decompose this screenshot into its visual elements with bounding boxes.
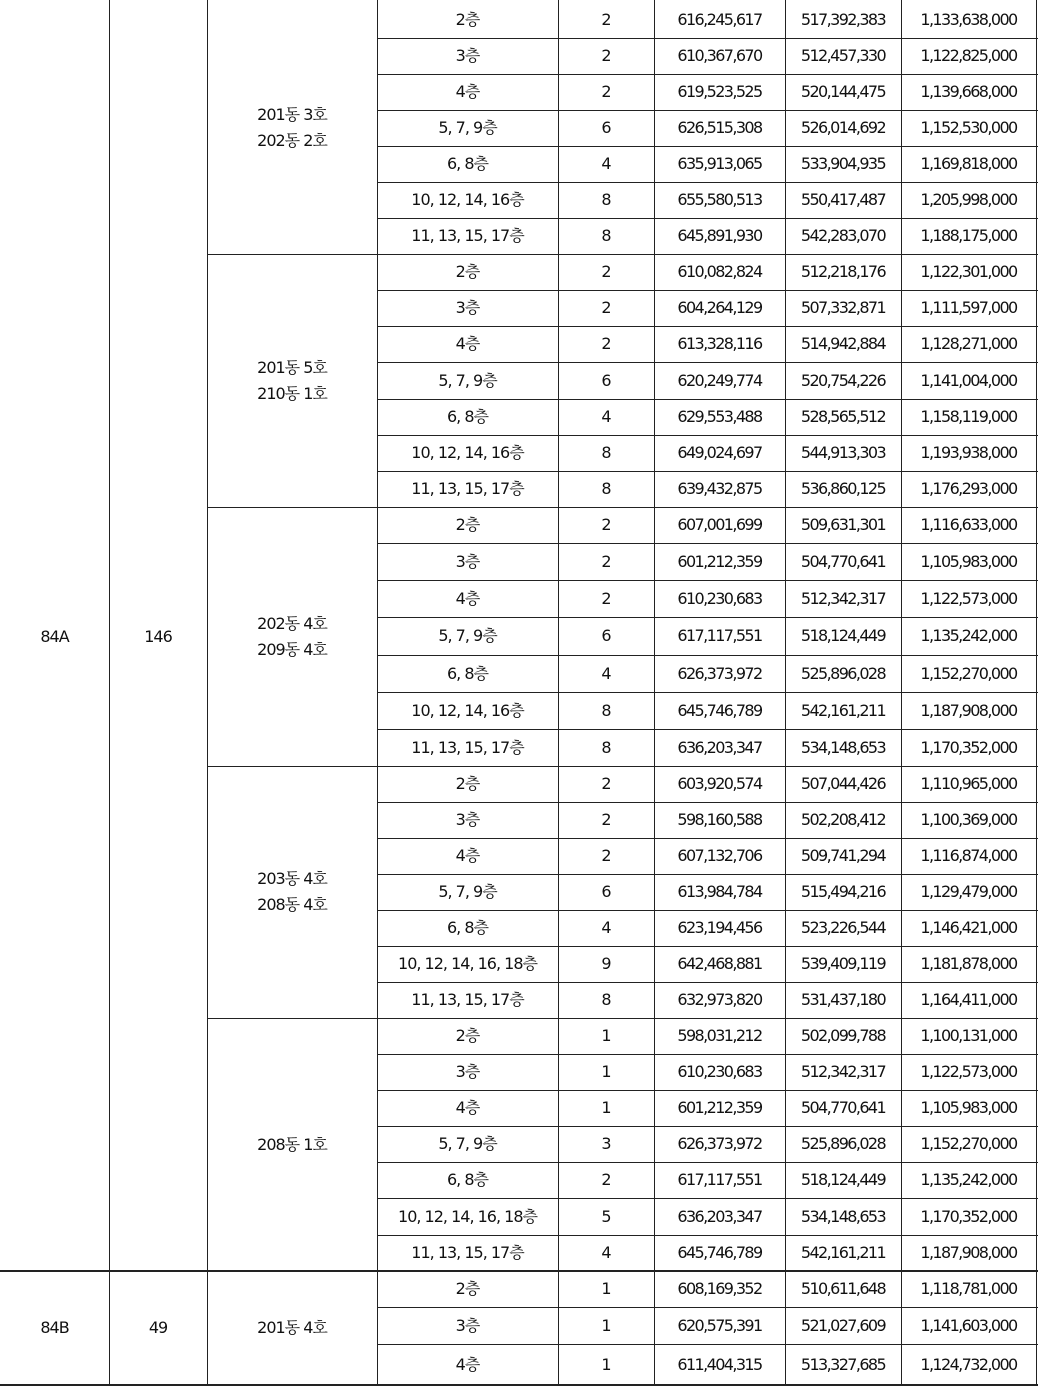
land-price-cell: 626,373,972: [677, 663, 762, 683]
total-price-cell: 1,170,352,000: [920, 1206, 1017, 1226]
land-price-cell: 611,404,315: [677, 1354, 762, 1374]
total-price-cell: 1,158,119,000: [920, 407, 1017, 427]
total-price-cell: 1,169,818,000: [920, 154, 1017, 174]
total-price-cell: 1,122,573,000: [920, 588, 1017, 608]
land-price-cell: 620,249,774: [677, 370, 762, 390]
unit-count-cell: 6: [601, 626, 611, 646]
floor-cell: 2층: [455, 515, 480, 535]
land-price-cell: 620,575,391: [677, 1315, 762, 1335]
land-price-cell: 626,515,308: [677, 118, 762, 138]
unit-count-cell: 2: [601, 82, 611, 102]
unit-count-cell: 8: [601, 479, 611, 499]
unit-count-cell: 6: [601, 370, 611, 390]
floor-cell: 5, 7, 9층: [438, 1134, 497, 1154]
total-price-cell: 1,128,271,000: [920, 334, 1017, 354]
floor-cell: 3층: [455, 551, 480, 571]
floor-cell: 4층: [455, 82, 480, 102]
building-price-cell: 526,014,692: [800, 118, 886, 138]
land-price-cell: 601,212,359: [677, 1098, 762, 1118]
total-price-cell: 1,152,270,000: [920, 1134, 1017, 1154]
land-price-cell: 629,553,488: [677, 407, 762, 427]
land-price-cell: 607,001,699: [677, 515, 762, 535]
unit-count-cell: 2: [601, 334, 611, 354]
building-price-cell: 512,342,317: [800, 1062, 886, 1082]
land-price-cell: 642,468,881: [677, 954, 762, 974]
land-price-cell: 613,984,784: [677, 882, 762, 902]
column-divider: [901, 0, 902, 1385]
building-price-cell: 523,226,544: [800, 918, 886, 938]
building-price-cell: 518,124,449: [800, 626, 886, 646]
total-price-cell: 1,129,479,000: [920, 882, 1017, 902]
unit-count-cell: 2: [601, 810, 611, 830]
building-price-cell: 520,144,475: [800, 82, 886, 102]
total-price-cell: 1,105,983,000: [920, 551, 1017, 571]
column-divider: [558, 0, 559, 1385]
land-price-cell: 635,913,065: [677, 154, 762, 174]
building-price-cell: 531,437,180: [800, 990, 886, 1010]
unit-count-cell: 1: [601, 1098, 611, 1118]
floor-cell: 2층: [455, 10, 480, 30]
building-price-cell: 502,208,412: [800, 810, 886, 830]
total-price-cell: 1,116,874,000: [920, 846, 1017, 866]
total-price-cell: 1,188,175,000: [920, 226, 1017, 246]
unit-count-cell: 1: [601, 1062, 611, 1082]
building-price-cell: 517,392,383: [800, 10, 886, 30]
total-price-cell: 1,111,597,000: [920, 298, 1017, 318]
building-price-cell: 536,860,125: [800, 479, 886, 499]
land-price-cell: 617,117,551: [677, 626, 762, 646]
land-price-cell: 607,132,706: [677, 846, 762, 866]
land-price-cell: 645,746,789: [677, 700, 762, 720]
unit-count-cell: 1: [601, 1279, 611, 1299]
column-divider: [1036, 0, 1037, 1385]
floor-cell: 3층: [455, 46, 480, 66]
unit-label-cell: 202동 4호 209동 4호: [257, 613, 327, 659]
building-price-cell: 542,161,211: [800, 700, 886, 720]
column-divider: [377, 0, 378, 1385]
total-price-cell: 1,122,573,000: [920, 1062, 1017, 1082]
total-price-cell: 1,122,825,000: [920, 46, 1017, 66]
floor-cell: 11, 13, 15, 17층: [411, 737, 524, 757]
unit-label-cell: 203동 4호 208동 4호: [257, 869, 327, 914]
column-divider: [654, 0, 655, 1385]
building-price-cell: 534,148,653: [800, 1206, 886, 1226]
total-price-cell: 1,105,983,000: [920, 1098, 1017, 1118]
building-price-cell: 525,896,028: [800, 1134, 886, 1154]
total-price-cell: 1,135,242,000: [920, 1170, 1017, 1190]
row-divider: [0, 1384, 1038, 1386]
land-price-cell: 601,212,359: [677, 551, 762, 571]
unit-count-cell: 2: [601, 1170, 611, 1190]
unit-label-cell: 208동 1호: [257, 1134, 327, 1154]
building-price-cell: 539,409,119: [800, 954, 886, 974]
total-price-cell: 1,135,242,000: [920, 626, 1017, 646]
column-divider: [207, 0, 208, 1385]
total-price-cell: 1,176,293,000: [920, 479, 1017, 499]
building-price-cell: 520,754,226: [800, 370, 886, 390]
column-divider: [785, 0, 786, 1385]
total-price-cell: 1,205,998,000: [920, 190, 1017, 210]
column-divider: [109, 0, 110, 1385]
total-price-cell: 1,133,638,000: [920, 10, 1017, 30]
floor-cell: 5, 7, 9층: [438, 882, 497, 902]
building-price-cell: 504,770,641: [800, 1098, 886, 1118]
unit-count-cell: 8: [601, 990, 611, 1010]
unit-count-cell: 4: [601, 407, 611, 427]
floor-cell: 11, 13, 15, 17층: [411, 226, 524, 246]
land-price-cell: 616,245,617: [677, 10, 762, 30]
land-price-cell: 610,230,683: [677, 588, 762, 608]
total-price-cell: 1,181,878,000: [920, 954, 1017, 974]
floor-cell: 2층: [455, 1026, 480, 1046]
land-price-cell: 619,523,525: [677, 82, 762, 102]
total-price-cell: 1,146,421,000: [920, 918, 1017, 938]
land-price-cell: 604,264,129: [677, 298, 762, 318]
building-price-cell: 525,896,028: [800, 663, 886, 683]
total-price-cell: 1,164,411,000: [920, 990, 1017, 1010]
land-price-cell: 645,891,930: [677, 226, 762, 246]
total-price-cell: 1,118,781,000: [920, 1279, 1017, 1299]
floor-cell: 11, 13, 15, 17층: [411, 1243, 524, 1263]
total-price-cell: 1,100,369,000: [920, 810, 1017, 830]
total-price-cell: 1,100,131,000: [920, 1026, 1017, 1046]
total-price-cell: 1,122,301,000: [920, 262, 1017, 282]
unit-count-cell: 6: [601, 118, 611, 138]
unit-count-cell: 2: [601, 298, 611, 318]
floor-cell: 5, 7, 9층: [438, 626, 497, 646]
building-price-cell: 514,942,884: [800, 334, 886, 354]
unit-count-cell: 3: [601, 1134, 611, 1154]
building-price-cell: 512,218,176: [800, 262, 886, 282]
floor-cell: 5, 7, 9층: [438, 370, 497, 390]
total-price-cell: 1,116,633,000: [920, 515, 1017, 535]
building-price-cell: 512,342,317: [800, 588, 886, 608]
unit-count-cell: 8: [601, 443, 611, 463]
unit-count-cell: 9: [601, 954, 611, 974]
floor-cell: 10, 12, 14, 16, 18층: [398, 1206, 537, 1226]
unit-count-cell: 2: [601, 846, 611, 866]
total-price-cell: 1,152,270,000: [920, 663, 1017, 683]
land-price-cell: 655,580,513: [677, 190, 762, 210]
floor-cell: 4층: [455, 1354, 480, 1374]
unit-count-cell: 8: [601, 226, 611, 246]
floor-cell: 10, 12, 14, 16, 18층: [398, 954, 537, 974]
floor-cell: 3층: [455, 1062, 480, 1082]
unit-label-cell: 201동 3호 202동 2호: [257, 105, 327, 150]
building-price-cell: 542,161,211: [800, 1243, 886, 1263]
building-price-cell: 528,565,512: [800, 407, 886, 427]
floor-cell: 5, 7, 9층: [438, 118, 497, 138]
land-price-cell: 639,432,875: [677, 479, 762, 499]
unit-count-cell: 2: [601, 262, 611, 282]
building-price-cell: 510,611,648: [800, 1279, 886, 1299]
unit-count-cell: 8: [601, 190, 611, 210]
building-price-cell: 515,494,216: [800, 882, 886, 902]
building-price-cell: 507,044,426: [800, 774, 886, 794]
land-price-cell: 598,031,212: [677, 1026, 762, 1046]
building-price-cell: 533,904,935: [800, 154, 886, 174]
household-count-cell: 49: [148, 1318, 168, 1338]
unit-count-cell: 5: [601, 1206, 611, 1226]
floor-cell: 3층: [455, 1315, 480, 1335]
land-price-cell: 610,230,683: [677, 1062, 762, 1082]
unit-count-cell: 2: [601, 774, 611, 794]
unit-count-cell: 8: [601, 700, 611, 720]
building-price-cell: 542,283,070: [800, 226, 886, 246]
total-price-cell: 1,110,965,000: [920, 774, 1017, 794]
building-price-cell: 550,417,487: [800, 190, 886, 210]
unit-label-cell: 201동 5호 210동 1호: [257, 357, 327, 403]
floor-cell: 6, 8층: [447, 407, 488, 427]
building-price-cell: 509,741,294: [800, 846, 886, 866]
land-price-cell: 626,373,972: [677, 1134, 762, 1154]
building-price-cell: 534,148,653: [800, 737, 886, 757]
total-price-cell: 1,124,732,000: [920, 1354, 1017, 1374]
floor-cell: 4층: [455, 334, 480, 354]
unit-count-cell: 6: [601, 882, 611, 902]
building-price-cell: 509,631,301: [800, 515, 886, 535]
floor-cell: 4층: [455, 588, 480, 608]
building-price-cell: 518,124,449: [800, 1170, 886, 1190]
land-price-cell: 636,203,347: [677, 737, 762, 757]
floor-cell: 6, 8층: [447, 154, 488, 174]
unit-count-cell: 1: [601, 1026, 611, 1046]
land-price-cell: 610,082,824: [677, 262, 762, 282]
land-price-cell: 608,169,352: [677, 1279, 762, 1299]
floor-cell: 3층: [455, 810, 480, 830]
floor-cell: 10, 12, 14, 16층: [411, 700, 524, 720]
total-price-cell: 1,187,908,000: [920, 1243, 1017, 1263]
type-cell: 84B: [40, 1318, 69, 1338]
unit-count-cell: 2: [601, 551, 611, 571]
total-price-cell: 1,193,938,000: [920, 443, 1017, 463]
floor-cell: 2층: [455, 774, 480, 794]
unit-count-cell: 4: [601, 663, 611, 683]
total-price-cell: 1,141,603,000: [920, 1315, 1017, 1335]
unit-count-cell: 1: [601, 1315, 611, 1335]
unit-count-cell: 2: [601, 588, 611, 608]
floor-cell: 2층: [455, 262, 480, 282]
floor-cell: 10, 12, 14, 16층: [411, 190, 524, 210]
land-price-cell: 603,920,574: [677, 774, 762, 794]
unit-count-cell: 4: [601, 1243, 611, 1263]
total-price-cell: 1,152,530,000: [920, 118, 1017, 138]
floor-cell: 4층: [455, 1098, 480, 1118]
building-price-cell: 544,913,303: [800, 443, 886, 463]
total-price-cell: 1,187,908,000: [920, 700, 1017, 720]
unit-count-cell: 2: [601, 46, 611, 66]
household-count-cell: 146: [144, 626, 172, 646]
land-price-cell: 645,746,789: [677, 1243, 762, 1263]
floor-cell: 6, 8층: [447, 663, 488, 683]
unit-count-cell: 1: [601, 1354, 611, 1374]
total-price-cell: 1,141,004,000: [920, 370, 1017, 390]
land-price-cell: 623,194,456: [677, 918, 762, 938]
building-price-cell: 504,770,641: [800, 551, 886, 571]
type-cell: 84A: [40, 626, 69, 646]
building-price-cell: 521,027,609: [800, 1315, 886, 1335]
floor-cell: 11, 13, 15, 17층: [411, 990, 524, 1010]
land-price-cell: 636,203,347: [677, 1206, 762, 1226]
floor-cell: 2층: [455, 1279, 480, 1299]
land-price-cell: 613,328,116: [677, 334, 762, 354]
floor-cell: 3층: [455, 298, 480, 318]
land-price-cell: 649,024,697: [677, 443, 762, 463]
land-price-cell: 610,367,670: [677, 46, 762, 66]
total-price-cell: 1,170,352,000: [920, 737, 1017, 757]
floor-cell: 10, 12, 14, 16층: [411, 443, 524, 463]
floor-cell: 11, 13, 15, 17층: [411, 479, 524, 499]
unit-count-cell: 4: [601, 154, 611, 174]
building-price-cell: 502,099,788: [800, 1026, 886, 1046]
floor-cell: 6, 8층: [447, 918, 488, 938]
unit-count-cell: 4: [601, 918, 611, 938]
building-price-cell: 513,327,685: [800, 1354, 886, 1374]
total-price-cell: 1,139,668,000: [920, 82, 1017, 102]
land-price-cell: 617,117,551: [677, 1170, 762, 1190]
unit-count-cell: 8: [601, 737, 611, 757]
unit-count-cell: 2: [601, 10, 611, 30]
building-price-cell: 507,332,871: [800, 298, 886, 318]
floor-cell: 6, 8층: [447, 1170, 488, 1190]
land-price-cell: 632,973,820: [677, 990, 762, 1010]
building-price-cell: 512,457,330: [800, 46, 886, 66]
unit-label-cell: 201동 4호: [257, 1318, 327, 1338]
unit-count-cell: 2: [601, 515, 611, 535]
floor-cell: 4층: [455, 846, 480, 866]
land-price-cell: 598,160,588: [677, 810, 762, 830]
